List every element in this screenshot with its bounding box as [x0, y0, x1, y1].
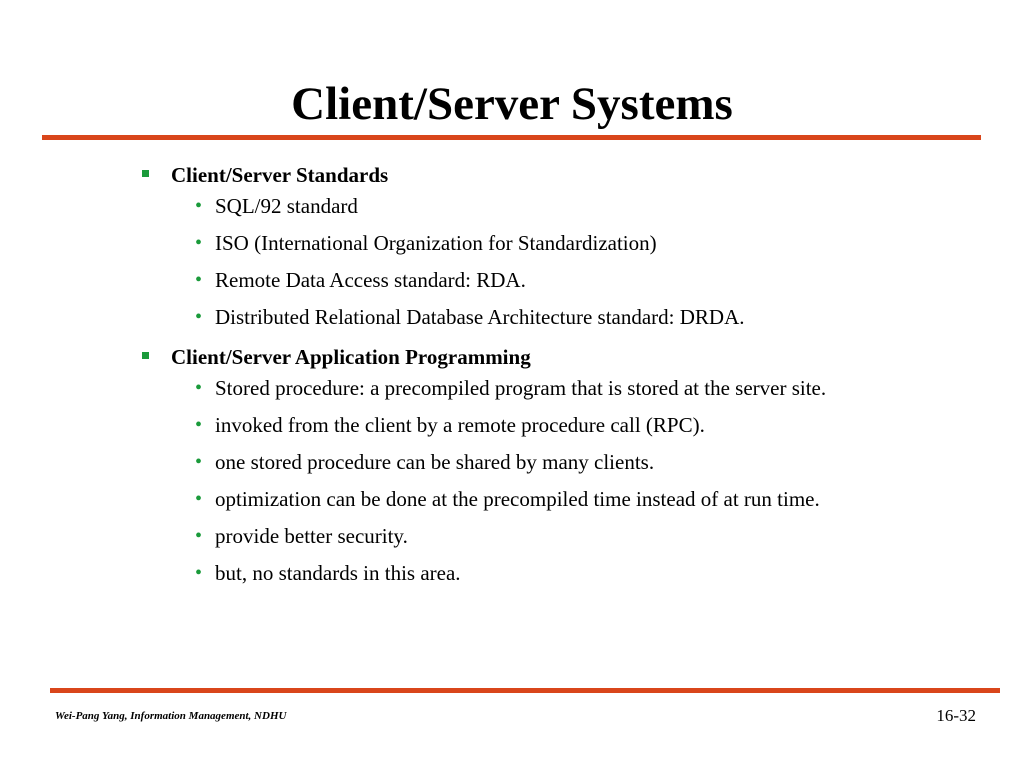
- list-item: [192, 411, 937, 439]
- bullet-dot-icon: •: [195, 525, 203, 547]
- bullet-dot-icon: •: [195, 488, 203, 510]
- list-item: [192, 448, 937, 476]
- section-application-programming: [137, 340, 937, 587]
- footer-author: Wei-Pang Yang, Information Management, NDHU: [55, 710, 287, 722]
- list-item: [192, 485, 937, 513]
- list-item-text: one stored procedure can be shared by many clients.: [215, 450, 655, 474]
- slide-title: Client/Server Systems: [291, 78, 733, 130]
- list-item: [192, 522, 937, 550]
- list-item: [192, 192, 937, 220]
- bullet-list: [137, 192, 937, 331]
- section-heading-text: Client/Server Application Programming: [171, 345, 531, 369]
- square-bullet-icon: [142, 352, 149, 359]
- bullet-dot-icon: •: [195, 562, 203, 584]
- section-heading: [137, 158, 937, 192]
- square-bullet-icon: [142, 170, 149, 177]
- section-heading-text: Client/Server Standards: [171, 163, 389, 187]
- list-item: [192, 559, 937, 587]
- bullet-list: [137, 374, 937, 587]
- bullet-dot-icon: •: [195, 195, 203, 217]
- list-item-text: provide better security.: [215, 524, 408, 548]
- section-standards: [137, 158, 937, 331]
- section-heading: [137, 340, 937, 374]
- list-item: [192, 374, 937, 402]
- list-item-text: SQL/92 standard: [215, 194, 358, 218]
- bullet-dot-icon: •: [195, 377, 203, 399]
- list-item-text: ISO (International Organization for Standardization): [215, 231, 657, 255]
- title-divider: [42, 135, 981, 140]
- bullet-dot-icon: •: [195, 414, 203, 436]
- list-item: [192, 303, 937, 331]
- bullet-dot-icon: •: [195, 232, 203, 254]
- page-number: 16-32: [936, 706, 976, 725]
- footer-divider: [50, 688, 1000, 693]
- list-item-text: invoked from the client by a remote procedure call (RPC).: [215, 413, 705, 437]
- bullet-dot-icon: •: [195, 306, 203, 328]
- list-item: [192, 266, 937, 294]
- list-item-text: Distributed Relational Database Architecture standard: DRDA.: [215, 305, 745, 329]
- list-item-text: Stored procedure: a precompiled program that is stored at the server site.: [215, 376, 827, 400]
- bullet-dot-icon: •: [195, 269, 203, 291]
- list-item-text: but, no standards in this area.: [215, 561, 461, 585]
- slide-content: [137, 158, 937, 596]
- list-item-text: optimization can be done at the precompiled time instead of at run time.: [215, 487, 820, 511]
- list-item-text: Remote Data Access standard: RDA.: [215, 268, 526, 292]
- bullet-dot-icon: •: [195, 451, 203, 473]
- list-item: [192, 229, 937, 257]
